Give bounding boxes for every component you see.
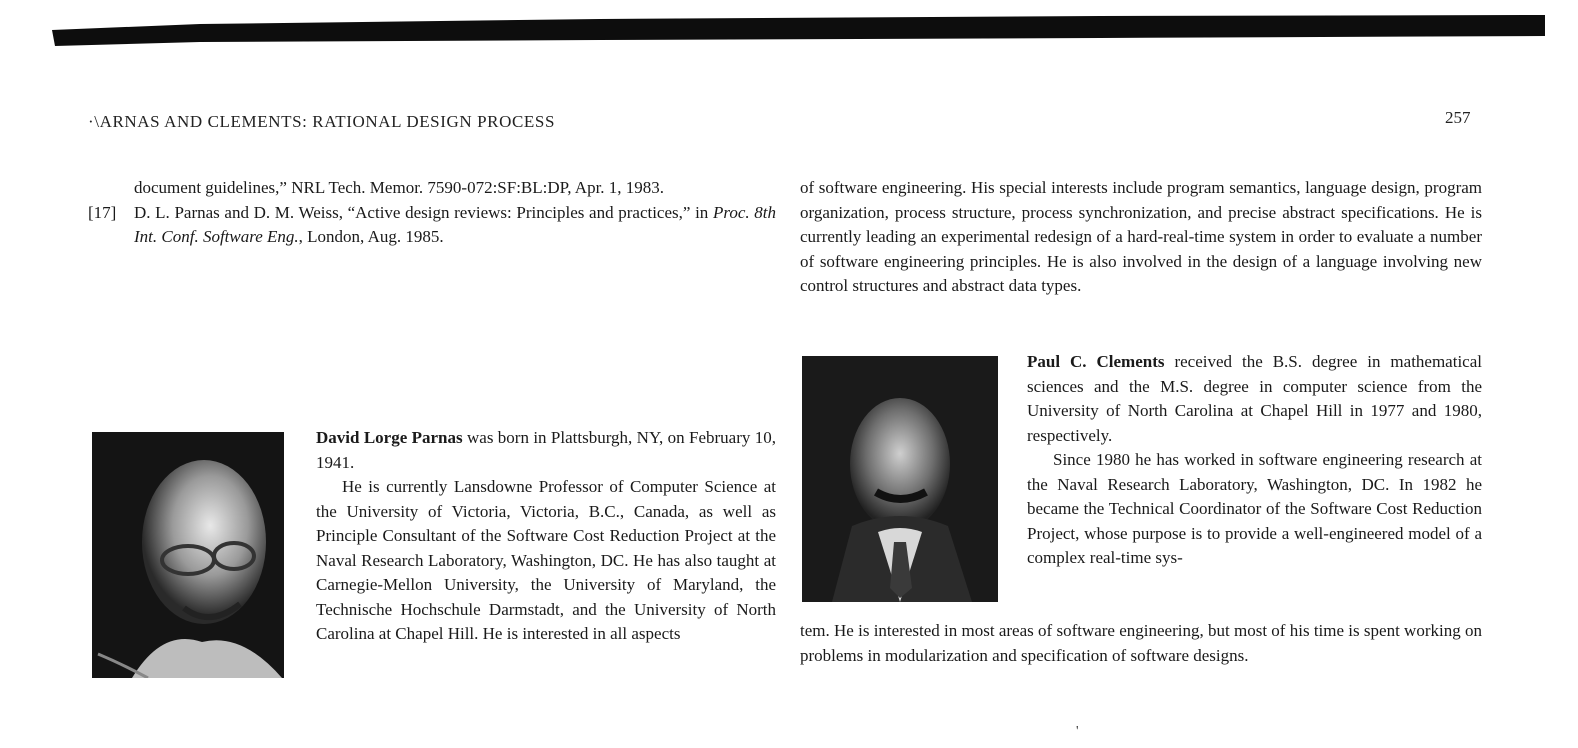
clements-bio-continuation-text: tem. He is interested in most areas of software engineering, but most of his time is spent working on problems in modularization and specification of software designs. bbox=[800, 621, 1482, 665]
reference-17-location-date: , London, Aug. 1985. bbox=[298, 227, 444, 246]
parnas-portrait-photo bbox=[92, 432, 284, 678]
running-head-text: ARNAS AND CLEMENTS: RATIONAL DESIGN PROCESS bbox=[99, 112, 556, 131]
clements-bio-paragraph: Since 1980 he has worked in software engineering research at the Naval Research Laboratory, Washington, DC. In 1982 he became the Technical Coordinator of the Software Cost Reduction Project, whose purpose is to provide a well-engineered model of a complex real-time sys- bbox=[1027, 450, 1482, 567]
running-head-prefix: ·\ bbox=[88, 112, 100, 131]
running-head bbox=[88, 112, 555, 132]
reference-17-venue: Proc. 8th Int. Conf. Software Eng. bbox=[134, 202, 777, 246]
parnas-name: David Lorge Parnas bbox=[316, 428, 463, 447]
clements-portrait-photo bbox=[802, 356, 998, 602]
clements-name: Paul C. Clements bbox=[1027, 352, 1165, 371]
clements-bio-continuation bbox=[800, 619, 1482, 668]
parnas-bio-continuation bbox=[800, 176, 1482, 299]
reference-16-tail bbox=[88, 176, 776, 201]
clements-degrees-text: received the B.S. degree in mathematical sciences and the M.S. degree in computer science from the University of North Carolina at Chapel Hill in 1977 and 1980, respectively. bbox=[1027, 352, 1482, 445]
parnas-bio bbox=[316, 426, 776, 647]
parnas-bio-intro bbox=[316, 426, 776, 475]
clements-bio bbox=[1027, 350, 1482, 571]
scan-speck: ' bbox=[1076, 724, 1079, 739]
parnas-birth-text: was born in Plattsburgh, NY, on February 10, 1941. bbox=[316, 428, 776, 472]
reference-16-text: document guidelines,” NRL Tech. Memor. 7590-072:SF:BL:DP, Apr. 1, 1983. bbox=[134, 178, 665, 197]
parnas-bio-paragraph: He is currently Lansdowne Professor of Computer Science at the University of Victoria, Victoria, B.C., Canada, as well as Principle Consultant of the Software Cost Reduction Project at the Naval Research Laboratory, Washington, DC. He has also taught at Carnegie-Mellon University, the University of Maryland, the Technische Hochschule Darmstadt, and the University of North Carolina at Chapel Hill. He is interested in all aspects bbox=[316, 477, 776, 643]
reference-17 bbox=[88, 201, 776, 250]
parnas-bio-continuation-text: of software engineering. His special interests include program semantics, language design, program organization, process structure, process synchronization, and precise abstract specifications. He is currently leading an experimental redesign of a hard-real-time system in order to evaluate a number of software engineering principles. He is also involved in the design of a language involving new control structures and abstract data types. bbox=[800, 178, 1482, 295]
scan-top-border bbox=[0, 0, 1578, 52]
reference-17-number: [17] bbox=[88, 202, 117, 222]
clements-bio-intro bbox=[1027, 350, 1482, 448]
page-number: 257 bbox=[1445, 108, 1471, 127]
reference-17-authors-title: D. L. Parnas and D. M. Weiss, “Active design reviews: Principles and practices,” in bbox=[134, 202, 713, 222]
references-list bbox=[88, 176, 776, 250]
